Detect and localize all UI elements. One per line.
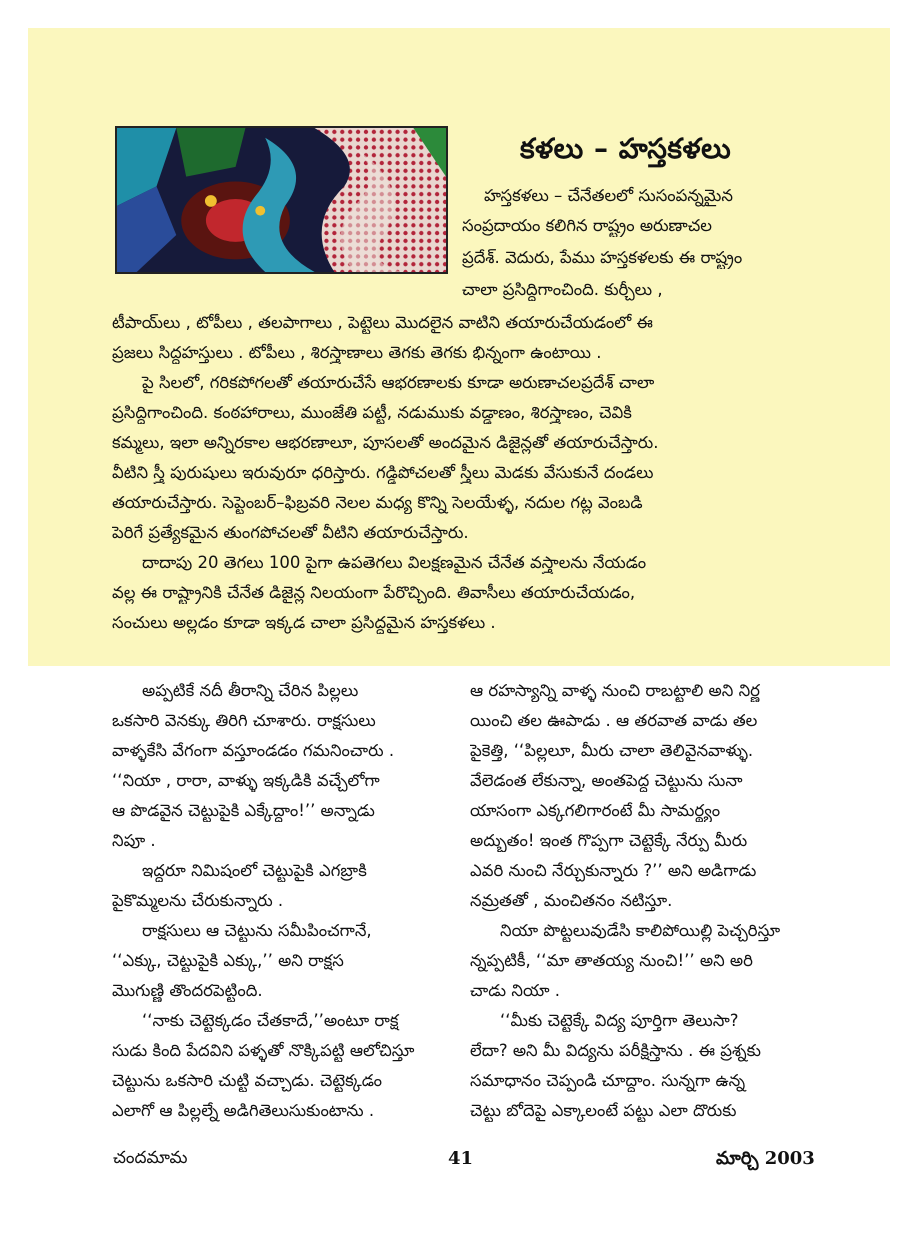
story-right-line: వేలెడంత లేకున్నా, అంతపెద్ద చెట్టును సునా (470, 771, 743, 790)
story-left-line: ఆ పొడవైన చెట్టుపైకి ఎక్కేద్దాం!’’ అన్నాడు (112, 801, 375, 820)
story-left-line: నిపూ . (112, 831, 156, 850)
article-text-line: వీటిని స్త్రీ పురుషులు ఇరువురూ ధరిస్తారు. గడ్డిపోచలతో స్త్రీలు మెడకు వేసుకునే దండలు (112, 463, 654, 482)
article-text-line: వల్ల ఈ రాష్ట్రానికి చేనేత డిజైన్ల నిలయంగా పేరొచ్చింది. తివాసీలు తయారుచేయడం, (112, 583, 636, 602)
page-number: 41 (448, 1148, 474, 1169)
story-left-line: ఇద్దరూ నిమిషంలో చెట్టుపైకి ఎగబ్రాకి (142, 861, 367, 880)
story-left-line: అప్పటికే నదీ తీరాన్ని చేరిన పిల్లలు (142, 681, 359, 700)
story-left-line: సుడు కింది పేదవిని పళ్ళతో నొక్కిపట్టి ఆలోచిస్తూ (112, 1041, 415, 1060)
story-right-line: ఆ రహస్యాన్ని వాళ్ళ నుంచి రాబట్టాలి అని నిర్ణ (470, 681, 760, 700)
story-right-line: నమ్రతతో , మంచితనం నటిస్తూ. (470, 891, 673, 910)
story-left-line: ‘‘ఎక్కు, చెట్టుపైకి ఎక్కు,’’ అని రాక్షస (112, 951, 344, 970)
story-right-line: పైకెత్తి, ‘‘పిల్లలూ, మీరు చాలా తెలివైనవాళ్ళు. (470, 741, 754, 760)
article-text-line: తయారుచేస్తారు. సెప్టెంబర్–ఫిబ్రవరి నెలల మధ్య కొన్ని సెలయేళ్ళ, నదుల గట్ల వెంబడి (112, 493, 643, 512)
issue-date: మార్చి 2003 (716, 1148, 815, 1169)
craft-artwork-image (115, 126, 448, 274)
story-right-line: చెట్టు బోదెపై ఎక్కాలంటే పట్టు ఎలా దొరుకు (470, 1101, 737, 1120)
article-text-line: చాలా ప్రసిద్ధిగాంచింది. కుర్చీలు , (462, 280, 663, 299)
story-left-line: చెట్టును ఒకసారి చుట్టి వచ్చాడు. చెట్టెక్కడం (112, 1071, 383, 1090)
story-right-line: యించి తల ఊపాడు . ఆ తరవాత వాడు తల (470, 711, 758, 730)
article-text-line: పై సిలలో, గరికపోగలతో తయారుచేసే ఆభరణాలకు కూడా అరుణాచలప్రదేశ్ చాలా (142, 373, 655, 392)
article-text-line: హస్తకళలు – చేనేతలలో సుసంపన్నమైన (484, 186, 733, 205)
article-text-line: సంచులు అల్లడం కూడా ఇక్కడ చాలా ప్రసిద్ధమైన హస్తకళలు . (112, 613, 496, 632)
story-right-line: ‘‘మీకు చెట్టెక్కే విద్య పూర్తిగా తెలుసా? (500, 1011, 739, 1030)
article-text-line: ప్రదేశ్. వెదురు, పేము హస్తకళలకు ఈ రాష్ట్రం (462, 248, 743, 267)
story-right-line: అద్భుతం! ఇంత గొప్పగా చెట్టెక్కే నేర్పు మీరు (470, 831, 748, 850)
story-left-line: వాళ్ళకేసి వేగంగా వస్తూండడం గమనించారు . (112, 741, 395, 760)
magazine-name: చందమామ (113, 1148, 188, 1168)
story-right-line: నియా పొట్టలువుడేసి కాలిపోయిల్లి పెచ్చరిస్తూ (500, 921, 781, 940)
article-text-line: టీపాయ్‌లు , టోపీలు , తలపాగాలు , పెట్టెలు మొదలైన వాటిని తయారుచేయడంలో ఈ (112, 313, 653, 332)
story-left-line: రాక్షసులు ఆ చెట్టును సమీపించగానే, (142, 921, 372, 940)
story-left-line: పైకొమ్మలను చేరుకున్నారు . (112, 891, 284, 910)
article-text-line: కమ్మలు, ఇలా అన్నిరకాల ఆభరణాలూ, పూసలతో అందమైన డిజైన్లతో తయారుచేస్తారు. (112, 433, 659, 452)
story-left-line: ‘‘నాకు చెట్టెక్కడం చేతకాదే,’’అంటూ రాక్ష (142, 1011, 399, 1030)
article-text-line: పెరిగే ప్రత్యేకమైన తుంగపోచలతో వీటిని తయారుచేస్తారు. (112, 523, 469, 542)
story-right-line: లేదా? అని మీ విద్యను పరీక్షిస్తాను . ఈ ప్రశ్నకు (470, 1041, 761, 1060)
story-right-line: న్నప్పటికీ, ‘‘మా తాతయ్య నుంచి!’’ అని అరి (470, 951, 753, 970)
story-left-line: ‘‘నియా , రారా, వాళ్ళు ఇక్కడికి వచ్చేలోగా (112, 771, 380, 790)
article-text-line: సంప్రదాయం కలిగిన రాష్ట్రం అరుణాచల (462, 216, 712, 235)
story-right-line: చాడు నియా . (470, 981, 560, 1000)
story-right-line: ఎవరి నుంచి నేర్చుకున్నారు ?’’ అని అడిగాడు (470, 861, 757, 880)
article-text-line: దాదాపు 20 తెగలు 100 పైగా ఉపతెగలు విలక్షణమైన చేనేత వస్త్రాలను నేయడం (142, 553, 647, 572)
article-text-line: ప్రజలు సిద్ధహస్తులు . టోపీలు , శిరస్త్రాణాలు తెగకు తెగకు భిన్నంగా ఉంటాయి . (112, 343, 602, 362)
article-text-line: ప్రసిద్ధిగాంచింది. కంఠహారాలు, ముంజేతి పట్టీ, నడుముకు వడ్డాణం, శిరస్త్రాణం, చెవికి (112, 403, 632, 422)
story-right-line: సమాధానం చెప్పండి చూద్దాం. సున్నగా ఉన్న (470, 1071, 746, 1090)
story-left-line: మొగుణ్ణి తొందరపెట్టింది. (112, 981, 263, 1000)
article-title: కళలు – హస్తకళలు (520, 132, 732, 165)
story-left-line: ఒకసారి వెనక్కు తిరిగి చూశారు. రాక్షసులు (112, 711, 376, 730)
story-right-line: యాసంగా ఎక్కగలిగారంటే మీ సామర్థ్యం (470, 801, 721, 820)
story-left-line: ఎలాగో ఆ పిల్లల్నే అడిగితెలుసుకుంటాను . (112, 1101, 375, 1120)
